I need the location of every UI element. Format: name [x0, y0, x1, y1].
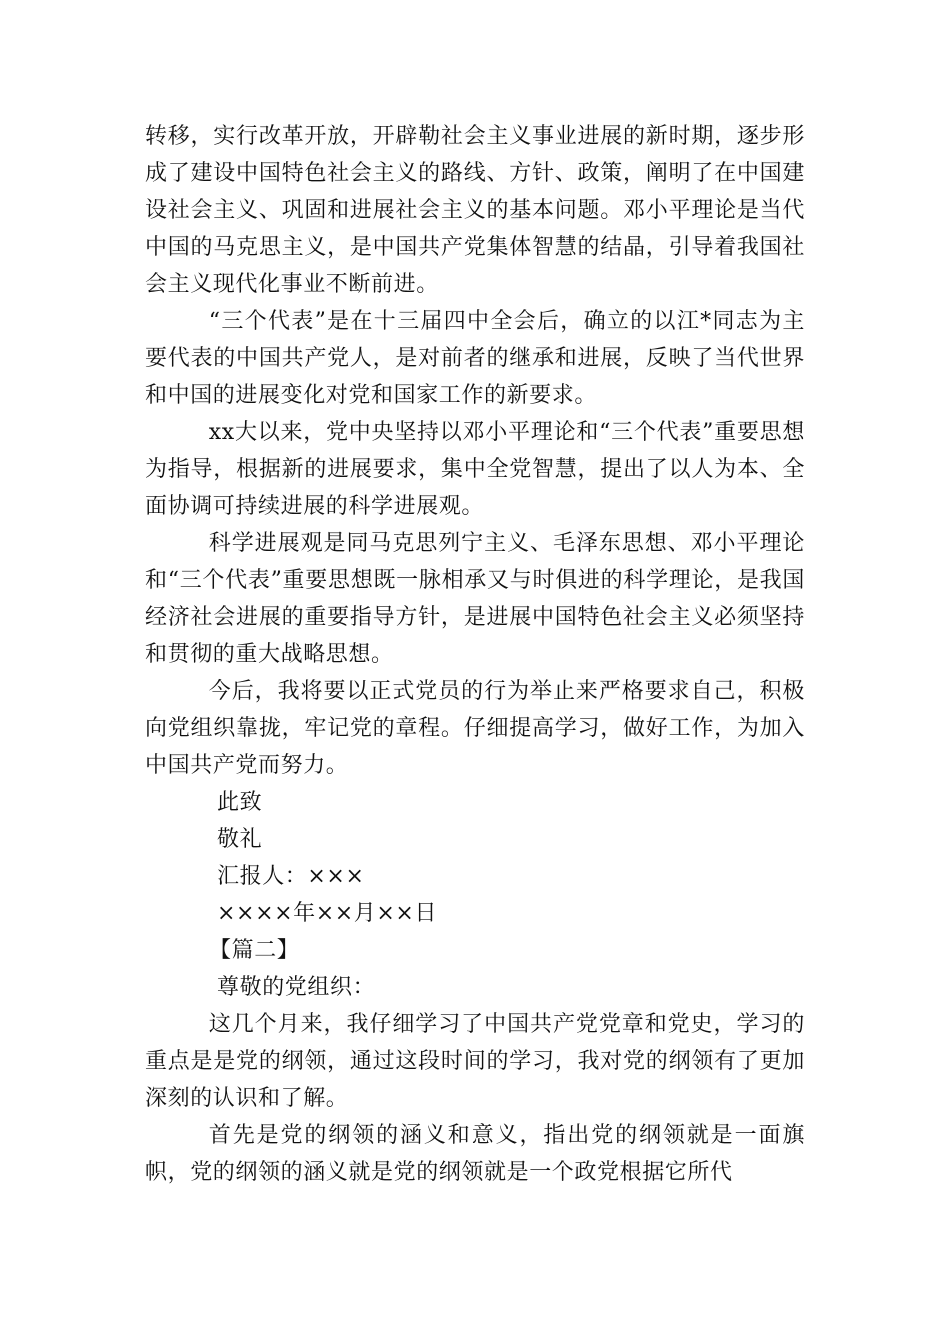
closing-salutation: 此致 — [217, 790, 263, 815]
document-body — [145, 118, 805, 1191]
report-date: ××××年××月××日 — [217, 901, 438, 926]
paragraph-scientific-development: 科学进展观是同马克思列宁主义、毛泽东思想、邓小平理论和“三个代表”重要思想既一脉相承又与时俱进的科学理论，是我国经济社会进展的重要指导方针，是进展中国特色社会主义必须坚持和贯彻的重大战略思想。 — [145, 531, 805, 667]
closing-respect: 敬礼 — [217, 827, 263, 852]
paragraph-study-report: 这几个月来，我仔细学习了中国共产党党章和党史，学习的重点是是党的纲领，通过这段时间的学习，我对党的纲领有了更加深刻的认识和了解。 — [145, 1012, 805, 1111]
paragraph-future-commitment: 今后，我将要以正式党员的行为举止来严格要求自己，积极向党组织靠拢，牢记党的章程。仔细提高学习，做好工作，为加入中国共产党而努力。 — [145, 679, 805, 778]
paragraph-program-meaning: 首先是党的纲领的涵义和意义，指出党的纲领就是一面旗帜，党的纲领的涵义就是党的纲领就是一个政党根据它所代 — [145, 1123, 805, 1185]
section-heading: 【篇二】 — [209, 938, 300, 963]
paragraph-three-represents: “三个代表”是在十三届四中全会后，确立的以江*同志为主要代表的中国共产党人，是对前者的继承和进展，反映了当代世界和中国的进展变化对党和国家工作的新要求。 — [145, 309, 805, 408]
letter-greeting: 尊敬的党组织： — [217, 975, 376, 1000]
reporter-signature: 汇报人：××× — [217, 864, 365, 889]
paragraph-continuation: 转移，实行改革开放，开辟勒社会主义事业进展的新时期，逐步形成了建设中国特色社会主义的路线、方针、政策，阐明了在中国建设社会主义、巩固和进展社会主义的基本问题。邓小平理论是当代中国的马克思主义，是中国共产党集体智慧的结晶，引导着我国社会主义现代化事业不断前进。 — [145, 124, 805, 297]
paragraph-party-congress: xx大以来，党中央坚持以邓小平理论和“三个代表”重要思想为指导，根据新的进展要求，集中全党智慧，提出了以人为本、全面协调可持续进展的科学进展观。 — [145, 420, 805, 519]
